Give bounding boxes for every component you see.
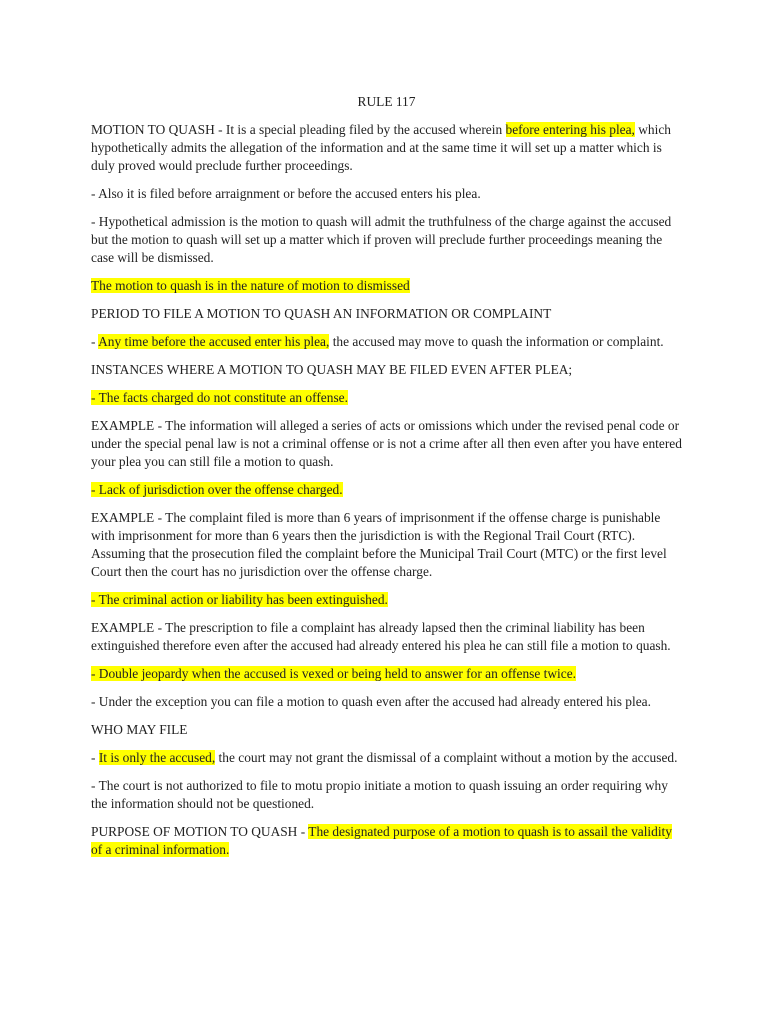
highlighted-text: The designated purpose of a motion to quash is to assail the validity of a criminal information. [91, 824, 672, 857]
highlighted-text: It is only the accused, [98, 750, 216, 765]
body-text: - Hypothetical admission is the motion to quash will admit the truthfulness of the charge against the accused but the motion to quash will set up a matter which if proven will preclude further proceedings meaning the case will be dismissed. [91, 214, 672, 265]
highlighted-text: - Double jeopardy when the accused is vexed or being held to answer for an offense twice. [91, 666, 576, 681]
paragraph [91, 749, 682, 767]
paragraph [91, 305, 682, 323]
paragraph [91, 417, 682, 471]
paragraph [91, 121, 682, 175]
body-text: INSTANCES WHERE A MOTION TO QUASH MAY BE FILED EVEN AFTER PLEA; [91, 362, 573, 377]
paragraph [91, 823, 682, 859]
paragraph [91, 619, 682, 655]
paragraph [91, 693, 682, 711]
paragraph [91, 591, 682, 609]
highlighted-text: - Lack of jurisdiction over the offense charged. [91, 482, 343, 497]
highlighted-text: - The facts charged do not constitute an offense. [91, 390, 348, 405]
paragraph [91, 185, 682, 203]
body-text: the accused may move to quash the information or complaint. [329, 334, 664, 349]
highlighted-text: The motion to quash is in the nature of motion to dismissed [91, 278, 410, 293]
body-text: the court may not grant the dismissal of a complaint without a motion by the accused. [215, 750, 678, 765]
body-text: - [91, 750, 99, 765]
paragraph [91, 481, 682, 499]
paragraph [91, 509, 682, 581]
paragraph [91, 777, 682, 813]
body-text: - The court is not authorized to file to motu propio initiate a motion to quash issuing an order requiring why the information should not be questioned. [91, 778, 668, 811]
document-body [91, 121, 682, 859]
body-text: MOTION TO QUASH - It is a special pleading filed by the accused wherein [91, 122, 506, 137]
body-text: which hypothetically admits the allegation of the information and at the same time it will set up a matter which is duly proved would preclude further proceedings. [91, 122, 671, 173]
body-text: EXAMPLE - The prescription to file a complaint has already lapsed then the criminal liability has been extinguished therefore even after the accused had already entered his plea he can still file a motion to quash. [91, 620, 671, 653]
body-text: - Also it is filed before arraignment or before the accused enters his plea. [91, 186, 481, 201]
paragraph [91, 721, 682, 739]
paragraph [91, 333, 682, 351]
highlighted-text: - The criminal action or liability has been extinguished. [91, 592, 388, 607]
paragraph [91, 277, 682, 295]
body-text: - [91, 334, 99, 349]
body-text: - Under the exception you can file a motion to quash even after the accused had already entered his plea. [91, 694, 651, 709]
paragraph [91, 361, 682, 379]
paragraph [91, 665, 682, 683]
paragraph [91, 389, 682, 407]
document-title: RULE 117 [357, 94, 416, 109]
highlighted-text: before entering his plea, [505, 122, 635, 137]
paragraph [91, 213, 682, 267]
body-text: EXAMPLE - The information will alleged a series of acts or omissions which under the revised penal code or under the special penal law is not a criminal offense or is not a crime after all then even after you have entered your plea you can still file a motion to quash. [91, 418, 682, 469]
body-text: PERIOD TO FILE A MOTION TO QUASH AN INFORMATION OR COMPLAINT [91, 306, 552, 321]
body-text: EXAMPLE - The complaint filed is more than 6 years of imprisonment if the offense charge is punishable with imprisonment for more than 6 years then the jurisdiction is with the Regional Trail Court (RTC). Assuming that the prosecution filed the complaint before the Municipal Trail Court (MTC) or the first level Court then the court has no jurisdiction over the offense charge. [91, 510, 667, 579]
body-text: WHO MAY FILE [91, 722, 188, 737]
body-text: PURPOSE OF MOTION TO QUASH - [91, 824, 309, 839]
highlighted-text: Any time before the accused enter his plea, [98, 334, 330, 349]
